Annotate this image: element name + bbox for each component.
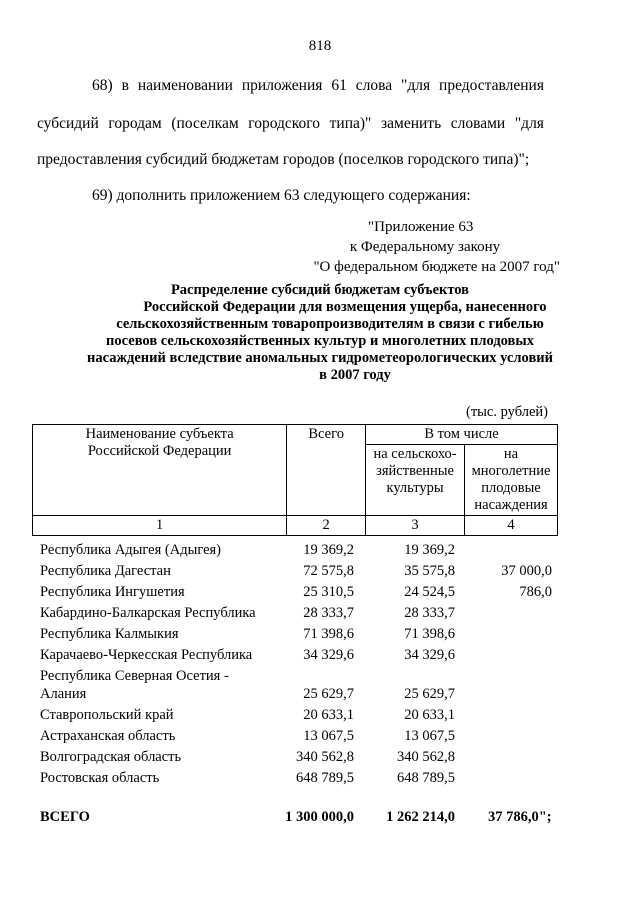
header-text: насаждения	[474, 497, 548, 513]
appendix-line2: к Федеральному закону	[349, 239, 501, 255]
cell-total: 648 789,5	[296, 770, 354, 786]
cell-crops: 28 333,7	[404, 605, 455, 621]
header-including: В том числе	[366, 425, 558, 445]
header-subject-name	[33, 425, 287, 516]
cell-orchards: 37 000,0	[501, 563, 552, 579]
cell-total: 28 333,7	[303, 605, 354, 621]
word: "для	[401, 77, 431, 94]
word: слова	[355, 77, 393, 94]
header-num-4: 4	[465, 516, 558, 536]
header-num-1: 1	[33, 516, 287, 536]
para69: 69) дополнить приложением 63 следующего содержания:	[92, 187, 471, 204]
cell-total: 20 633,1	[303, 707, 354, 723]
appendix-line1: "Приложение 63	[368, 219, 474, 235]
header-total: Всего	[287, 425, 366, 516]
header-text: плодовые	[481, 480, 541, 496]
word: 61	[331, 77, 347, 94]
header-text: на сельскохо-	[373, 446, 457, 462]
word: типа)"	[329, 115, 372, 132]
total-label: ВСЕГО	[40, 809, 90, 825]
header-text: зяйственные	[376, 463, 454, 479]
appendix-line3: "О федеральном бюджете на 2007 год"	[313, 259, 560, 275]
cell-name: Волгоградская область	[40, 749, 182, 765]
cell-name: Ставропольский край	[40, 707, 174, 723]
cell-crops: 34 329,6	[404, 647, 455, 663]
cell-crops: 24 524,5	[404, 584, 455, 600]
header-crops	[366, 445, 465, 516]
cell-name: Республика Адыгея (Адыгея)	[40, 542, 222, 558]
cell-total: 34 329,6	[303, 647, 354, 663]
cell-name: Республика Северная Осетия -	[40, 668, 229, 684]
cell-name: Республика Калмыкия	[40, 626, 179, 642]
title-line: насаждений вследствие аномальных гидрометеорологических условий	[87, 350, 553, 366]
cell-orchards: 786,0	[519, 584, 552, 600]
word: городского	[248, 115, 321, 132]
header-orchards	[465, 445, 558, 516]
total-crops: 1 262 214,0	[386, 809, 455, 825]
cell-total: 340 562,8	[296, 749, 354, 765]
title-line: в 2007 году	[319, 367, 391, 383]
cell-crops: 35 575,8	[404, 563, 455, 579]
word: "для	[514, 115, 544, 132]
para68-line3: предоставления субсидий бюджетам городов (поселков городского типа)";	[37, 151, 530, 168]
page-number: 818	[308, 38, 332, 54]
cell-crops: 19 369,2	[404, 542, 455, 558]
header-num-2: 2	[287, 516, 366, 536]
table-header	[32, 424, 558, 536]
cell-crops: 648 789,5	[397, 770, 455, 786]
document-title	[20, 282, 620, 384]
cell-name: Республика Ингушетия	[40, 584, 185, 600]
title-line: посевов сельскохозяйственных культур и многолетних плодовых	[106, 333, 534, 349]
cell-name: Кабардино-Балкарская Республика	[40, 605, 256, 621]
cell-total: 19 369,2	[303, 542, 354, 558]
word: словами	[450, 115, 506, 132]
title-line: Российской Федерации для возмещения ущерба, нанесенного	[143, 299, 547, 315]
word: приложения	[241, 77, 323, 94]
cell-crops: 25 629,7	[404, 686, 455, 702]
title-line: Распределение субсидий бюджетам субъектов	[170, 282, 470, 298]
word: в	[121, 77, 129, 94]
cell-name: Астраханская область	[40, 728, 176, 744]
cell-total: 25 310,5	[303, 584, 354, 600]
header-text: Российской Федерации	[87, 443, 232, 459]
word: 68)	[92, 77, 113, 94]
cell-name: Республика Дагестан	[40, 563, 171, 579]
cell-crops: 340 562,8	[397, 749, 455, 765]
header-num-3: 3	[366, 516, 465, 536]
word: (поселкам	[171, 115, 239, 132]
total-orchards: 37 786,0";	[488, 809, 552, 825]
cell-name: Алания	[40, 686, 87, 702]
cell-total: 72 575,8	[303, 563, 354, 579]
cell-total: 25 629,7	[303, 686, 354, 702]
cell-crops: 20 633,1	[404, 707, 455, 723]
cell-crops: 71 398,6	[404, 626, 455, 642]
header-text: культуры	[386, 480, 444, 496]
header-text: Наименование субъекта	[85, 426, 234, 442]
cell-name: Карачаево-Черкесская Республика	[40, 647, 253, 663]
title-line: сельскохозяйственным товаропроизводителям в связи с гибелью	[116, 316, 544, 332]
cell-total: 13 067,5	[303, 728, 354, 744]
word: предоставления	[439, 77, 544, 94]
header-text: многолетние	[471, 463, 551, 479]
word: наименовании	[137, 77, 233, 94]
cell-name: Ростовская область	[40, 770, 160, 786]
para68-line1	[92, 76, 544, 96]
units-label: (тыс. рублей)	[466, 404, 548, 420]
word: городам	[108, 115, 162, 132]
appendix-heading	[290, 217, 560, 277]
header-text: на	[503, 446, 519, 462]
word: субсидий	[37, 115, 99, 132]
cell-crops: 13 067,5	[404, 728, 455, 744]
cell-total: 71 398,6	[303, 626, 354, 642]
para68-line2	[37, 114, 544, 134]
total-all: 1 300 000,0	[285, 809, 354, 825]
word: заменить	[381, 115, 442, 132]
